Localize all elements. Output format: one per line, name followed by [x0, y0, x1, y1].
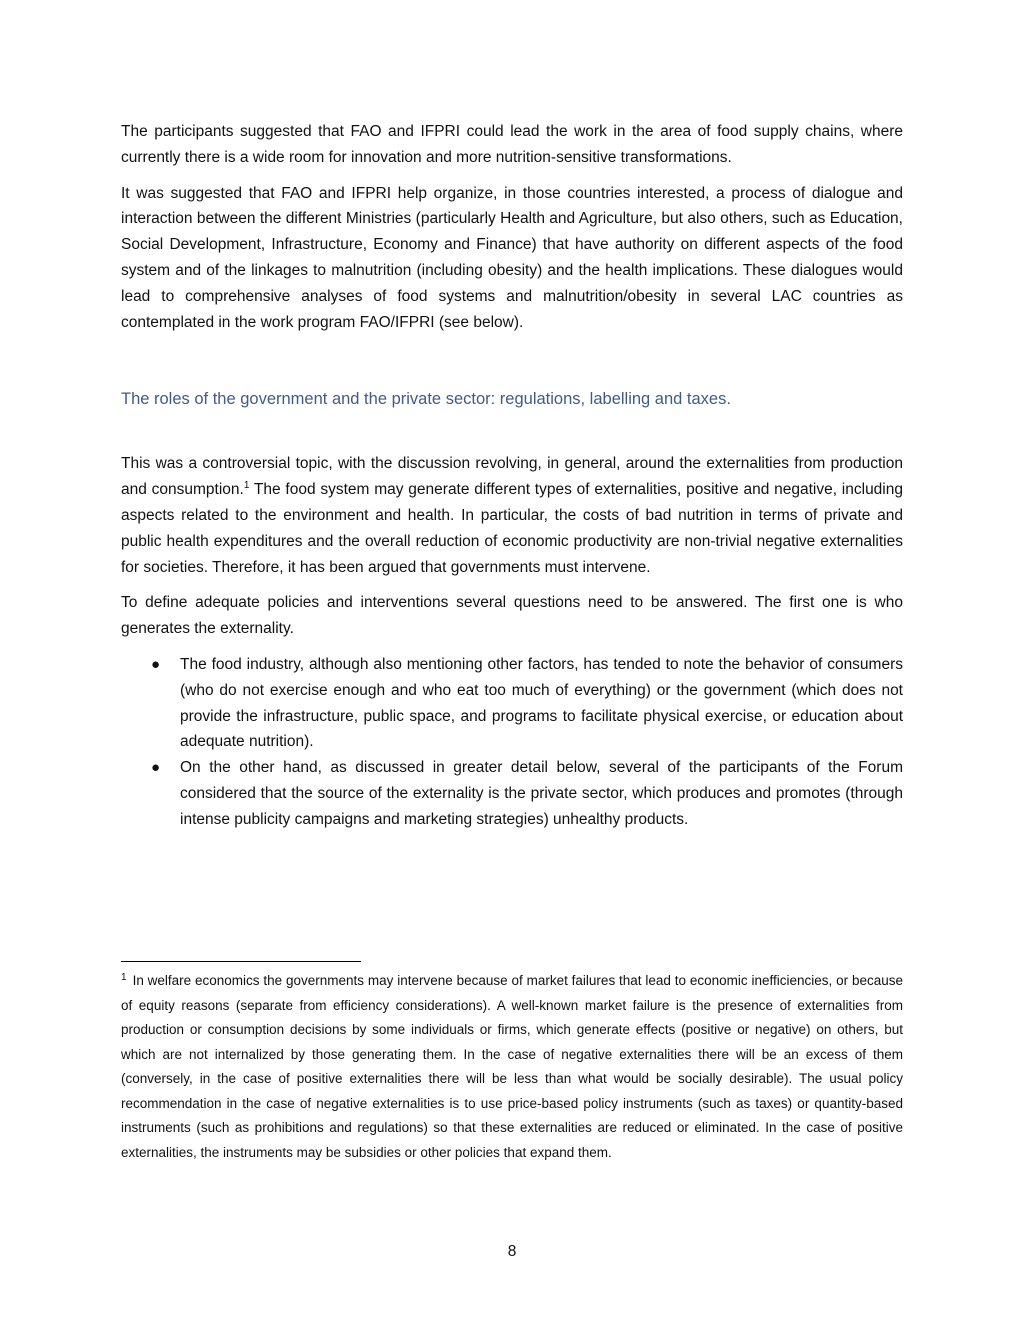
bullet-text: On the other hand, as discussed in greater detail below, several of the participants of the Forum considered that the source of the externality is the private sector, which produces and promotes (through intense publicity campaigns and marketing strategies) unhealthy products.: [180, 759, 903, 828]
bullet-icon: ●: [151, 655, 161, 673]
page-number: 8: [507, 1243, 517, 1260]
bullet-item-food-industry: [121, 652, 903, 755]
paragraph-supply-chains: The participants suggested that FAO and IFPRI could lead the work in the area of food supply chains, where currently there is a wide room for innovation and more nutrition-sensitive transformations.: [121, 123, 903, 166]
footnote-divider: [121, 961, 361, 962]
bullet-item-private-sector: [121, 755, 903, 832]
paragraph-policy-questions: To define adequate policies and interventions several questions need to be answered. The first one is who generates the externality.: [121, 594, 903, 638]
footnote-reference[interactable]: 1: [243, 480, 250, 492]
footnote: [121, 969, 903, 1165]
paragraph-externalities-rest: The food system may generate different types of externalities, positive and negative, including aspects related to the environment and health. In particular, the costs of bad nutrition in terms of private and public health expenditures and the overall reduction of economic productivity are non-trivial negative externalities for societies. Therefore, it has been argued that governments must intervene.: [121, 481, 903, 576]
bullet-text: The food industry, although also mentioning other factors, has tended to note the behavior of consumers (who do not exercise enough and who eat too much of everything) or the government (which does not provide the infrastructure, public space, and programs to facilitate physical exercise, or education about adequate nutrition).: [180, 655, 903, 751]
bullet-icon: ●: [151, 759, 161, 777]
bullet-list: [121, 652, 903, 833]
paragraph-externalities-start: This was a controversial topic, with the discussion revolving, in general, around the externalities from production and consumption.: [121, 455, 903, 499]
footnote-number: 1: [121, 971, 127, 983]
paragraph-externalities: [121, 451, 903, 580]
section-heading: The roles of the government and the private sector: regulations, labelling and taxes.: [121, 390, 731, 409]
footnote-text: In welfare economics the governments may intervene because of market failures that lead to economic inefficiencies, or because of equity reasons (separate from efficiency considerations). A well-known market failure is the presence of externalities from production or consumption decisions by some individuals or firms, which generate effects (positive or negative) on others, but which are not internalized by those generating them. In the case of negative externalities there will be an excess of them (conversely, in the case of positive externalities there will be less than what would be socially desirable). The usual policy recommendation in the case of negative externalities is to use price-based policy instruments (such as taxes) or quantity-based instruments (such as prohibitions and regulations) so that these externalities are reduced or eliminated. In the case of positive externalities, the instruments may be subsidies or other policies that expand them.: [121, 973, 903, 1160]
page-body: [121, 119, 903, 833]
paragraph-ministries-dialogue: It was suggested that FAO and IFPRI help organize, in those countries interested, a process of dialogue and interaction between the different Ministries (particularly Health and Agriculture, but also others, such as Education, Social Development, Infrastructure, Economy and Finance) that have authority on different aspects of the food system and of the linkages to malnutrition (including obesity) and the health implications. These dialogues would lead to comprehensive analyses of food systems and malnutrition/obesity in several LAC countries as contemplated in the work program FAO/IFPRI (see below).: [121, 184, 903, 331]
